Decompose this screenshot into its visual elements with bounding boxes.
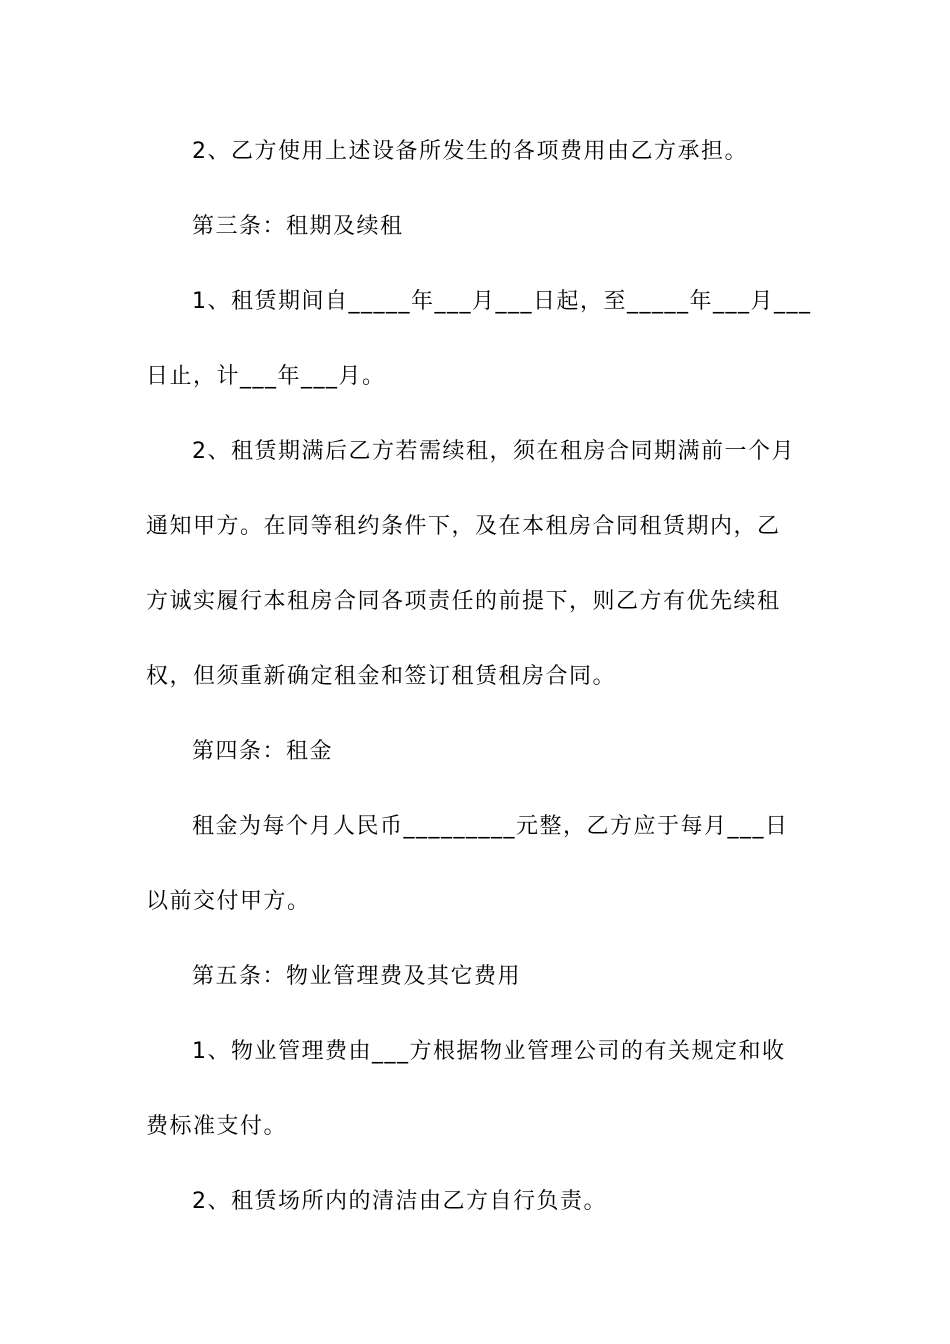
lease-term-line-1: 1、租赁期间自_____年___月___日起，至_____年___月___ <box>192 289 812 314</box>
lease-term-line-2: 日止，计___年___月。 <box>146 364 386 389</box>
renewal-line-1: 2、租赁期满后乙方若需续租，须在租房合同期满前一个月 <box>192 439 795 464</box>
article-4-heading: 第四条：租金 <box>192 739 334 764</box>
article-5-heading: 第五条：物业管理费及其它费用 <box>192 964 522 989</box>
rent-line-2: 以前交付甲方。 <box>146 889 311 914</box>
property-fee-line-1: 1、物业管理费由___方根据物业管理公司的有关规定和收 <box>192 1039 786 1064</box>
article-3-heading: 第三条：租期及续租 <box>192 214 404 239</box>
rent-line-1: 租金为每个月人民币_________元整，乙方应于每月___日 <box>192 814 789 839</box>
renewal-line-3: 方诚实履行本租房合同各项责任的前提下，则乙方有优先续租 <box>146 589 781 614</box>
renewal-line-2: 通知甲方。在同等租约条件下，及在本租房合同租赁期内，乙 <box>146 514 781 539</box>
renewal-line-4: 权，但须重新确定租金和签订租赁租房合同。 <box>146 664 617 689</box>
cleaning-clause: 2、租赁场所内的清洁由乙方自行负责。 <box>192 1189 607 1214</box>
clause-2-equipment-fees: 2、乙方使用上述设备所发生的各项费用由乙方承担。 <box>192 139 748 164</box>
property-fee-line-2: 费标准支付。 <box>146 1114 288 1139</box>
